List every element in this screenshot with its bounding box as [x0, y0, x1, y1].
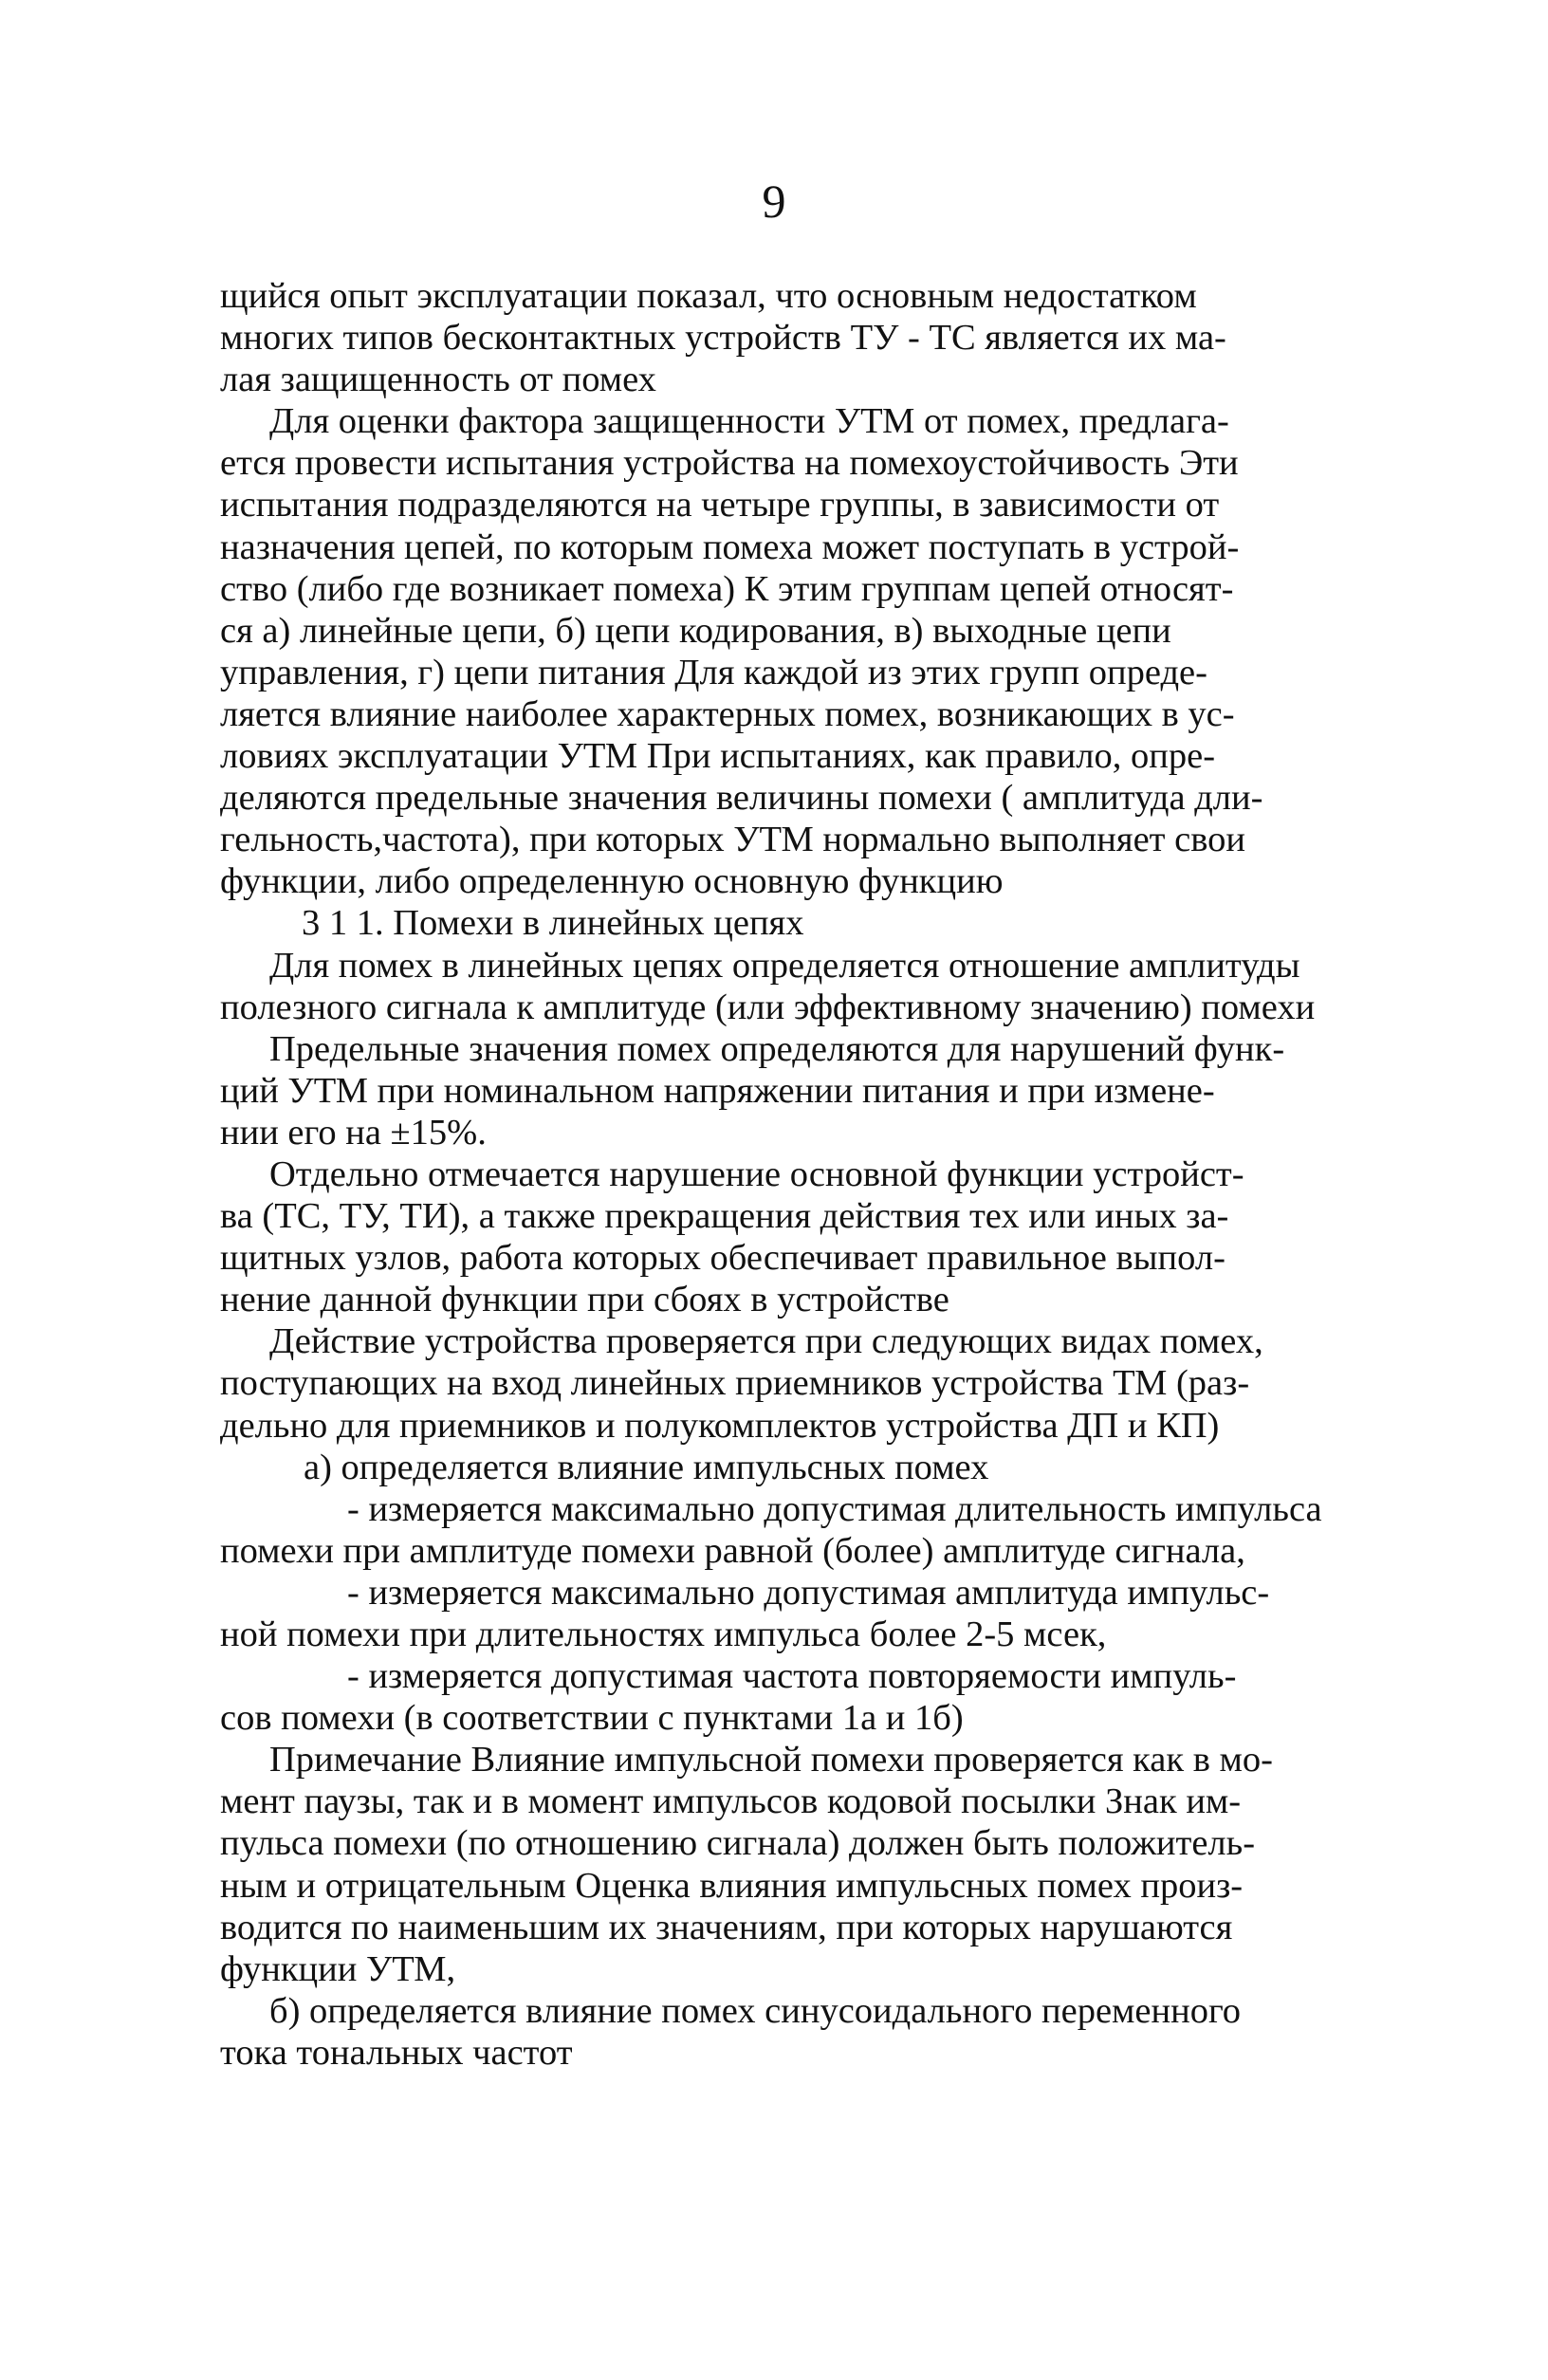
text-line: - измеряется допустимая частота повторяемости импуль- — [347, 1656, 1237, 1697]
paragraph-assessment — [220, 400, 1370, 902]
text-line: ловиях эксплуатации УТМ При испытаниях, как правило, опре- — [220, 736, 1216, 777]
text-line: мент паузы, так и в момент импульсов кодовой посылки Знак им- — [220, 1781, 1242, 1822]
section-heading — [220, 902, 1370, 944]
text-line: щийся опыт эксплуатации показал, что основным недостатком — [220, 276, 1197, 316]
text-line: нии его на ±15%. — [220, 1112, 487, 1153]
text-line: - измеряется максимально допустимая амплитуда импульс- — [347, 1572, 1270, 1613]
text-line: а) определяется влияние импульсных помех — [304, 1447, 989, 1487]
dash-item-duration — [220, 1488, 1370, 1572]
text-line: Действие устройства проверяется при следующих видах помех, — [269, 1321, 1263, 1362]
text-line: многих типов бесконтактных устройств ТУ - ТС является их ма- — [220, 318, 1226, 359]
text-line: б) определяется влияние помех синусоидального переменного — [269, 1990, 1242, 2031]
text-line: Для оценки фактора защищенности УТМ от помех, предлага- — [269, 401, 1229, 442]
text-line: помехи при амплитуде помехи равной (более) амплитуде сигнала, — [220, 1530, 1245, 1571]
text-line: ций УТМ при номинальном напряжении питания и при измене- — [220, 1070, 1215, 1111]
text-line: гельность,частота), при которых УТМ нормально выполняет свои — [220, 820, 1245, 860]
text-line: ство (либо где возникает помеха) К этим группам цепей относят- — [220, 568, 1234, 609]
text-line: Для помех в линейных цепях определяется отношение амплитуды — [269, 945, 1300, 986]
section-heading-text: 3 1 1. Помехи в линейных цепях — [302, 903, 804, 944]
text-line: Отдельно отмечается нарушение основной функции устройст- — [269, 1153, 1244, 1194]
text-line: сов помехи (в соответствии с пунктами 1а и 1б) — [220, 1698, 964, 1739]
text-line: Предельные значения помех определяются для нарушений функ- — [269, 1028, 1285, 1069]
text-line: дельно для приемников и полукомплектов устройства ДП и КП) — [220, 1405, 1220, 1446]
text-line: испытания подразделяются на четыре группы, в зависимости от — [220, 485, 1220, 526]
list-item-a — [220, 1447, 1370, 1488]
text-line: ва (ТС, ТУ, ТИ), а также прекращения действия тех или иных за- — [220, 1196, 1229, 1237]
text-line: поступающих на вход линейных приемников устройства ТМ (раз- — [220, 1363, 1250, 1404]
text-line: деляются предельные значения величины помехи ( амплитуда дли- — [220, 778, 1263, 819]
list-item-b — [220, 1990, 1370, 2074]
text-line: тока тональных частот — [220, 2032, 573, 2073]
text-line: - измеряется максимально допустимая длительность импульса — [347, 1488, 1322, 1529]
text-line: лая защищенность от помех — [220, 360, 656, 400]
text-line: Примечание Влияние импульсной помехи проверяется как в мо- — [269, 1740, 1273, 1780]
text-line: ной помехи при длительностях импульса более 2-5 мсек, — [220, 1614, 1107, 1654]
paragraph-ratio — [220, 945, 1370, 1028]
page-number: 9 — [762, 175, 786, 228]
paragraph-action — [220, 1320, 1370, 1446]
page-body — [220, 275, 1370, 2074]
text-line: пульса помехи (по отношению сигнала) должен быть положитель- — [220, 1823, 1256, 1864]
text-line: нение данной функции при сбоях в устройстве — [220, 1280, 949, 1320]
paragraph-intro — [220, 275, 1370, 400]
text-line: ляется влияние наиболее характерных помех, возникающих в ус- — [220, 693, 1235, 734]
text-line: водится по наименьшим их значениям, при которых нарушаются — [220, 1907, 1233, 1947]
paragraph-separately — [220, 1153, 1370, 1320]
text-line: назначения цепей, по которым помеха может поступать в устрой- — [220, 526, 1240, 567]
text-line: функции, либо определенную основную функцию — [220, 861, 1004, 902]
text-line: ным и отрицательным Оценка влияния импульсных помех произ- — [220, 1865, 1244, 1906]
dash-item-frequency — [220, 1655, 1370, 1739]
paragraph-note — [220, 1739, 1370, 1990]
text-line: ется провести испытания устройства на помехоустойчивость Эти — [220, 443, 1239, 484]
text-line: функции УТМ, — [220, 1948, 456, 1989]
text-line: управления, г) цепи питания Для каждой из этих групп опреде- — [220, 652, 1207, 692]
dash-item-amplitude — [220, 1572, 1370, 1655]
text-line: щитных узлов, работа которых обеспечивает правильное выпол- — [220, 1238, 1226, 1279]
text-line: ся а) линейные цепи, б) цепи кодирования, в) выходные цепи — [220, 610, 1171, 651]
text-line: полезного сигнала к амплитуде (или эффективному значению) помехи — [220, 987, 1316, 1027]
paragraph-limits — [220, 1028, 1370, 1153]
